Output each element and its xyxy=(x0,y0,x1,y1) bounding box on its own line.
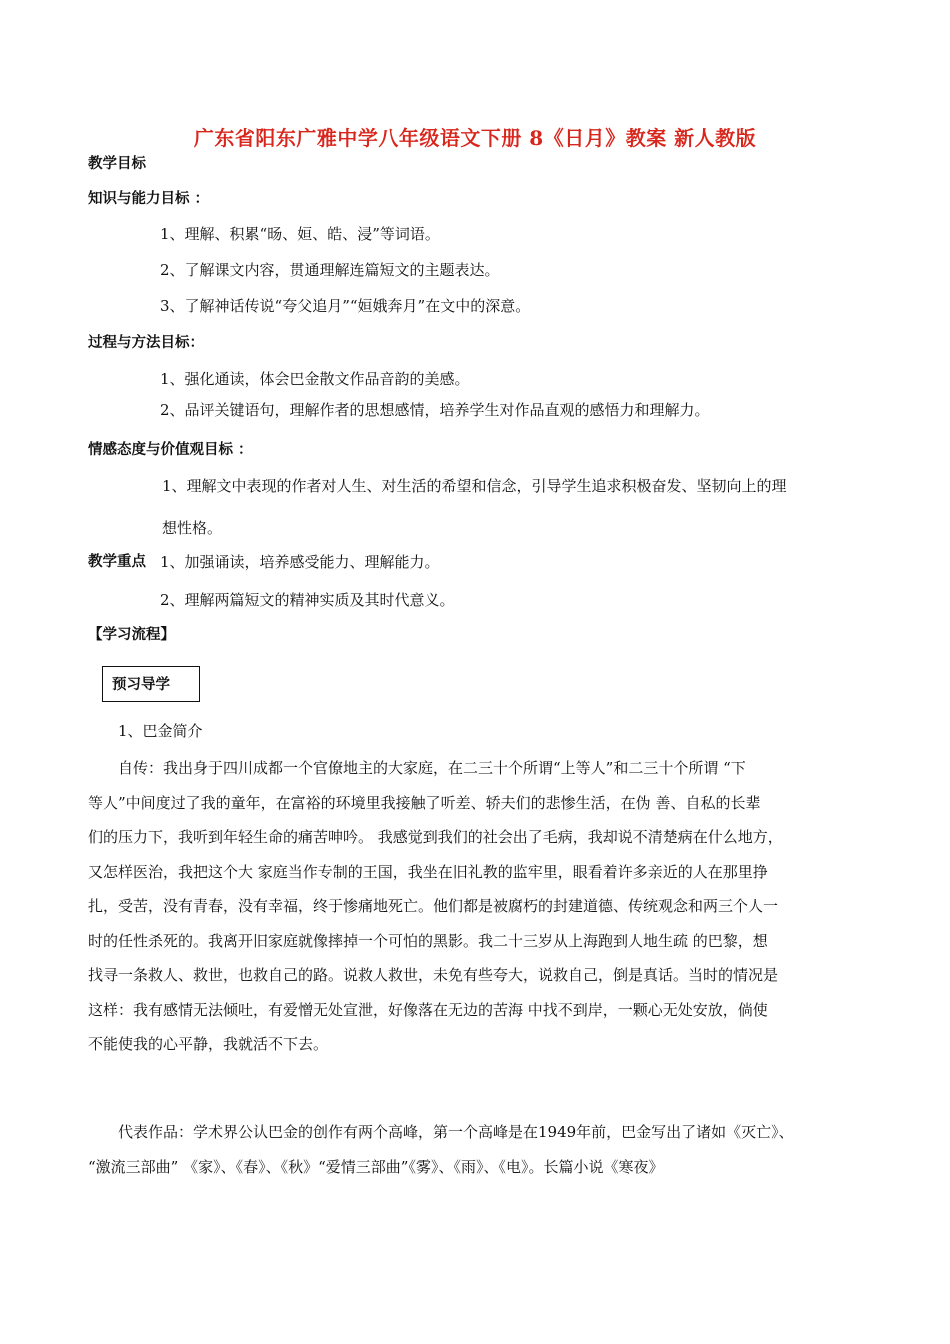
autobiography-line: 找寻一条救人、救世，也救自己的路。说救人救世，未免有些夸大，说救自己，倒是真话。当时的情况是 xyxy=(88,966,779,984)
knowledge-goal-item: 1、理解、积累“旸、姮、皓、浸”等词语。 xyxy=(160,225,440,243)
bajin-intro-heading: 1、巴金简介 xyxy=(118,722,203,740)
works-line: “激流三部曲” 《家》、《春》、《秋》“爱情三部曲”《雾》、《雨》、《电》。长篇小说《寒夜》 xyxy=(88,1157,664,1176)
teaching-goals-heading: 教学目标 xyxy=(88,156,146,172)
autobiography-line: 们的压力下，我听到年轻生命的痛苦呻吟。 我感觉到我们的社会出了毛病，我却说不清楚病在什么地方， xyxy=(88,828,783,846)
preview-guide-label: 预习导学 xyxy=(112,677,170,693)
autobiography-line: 时的任性杀死的。我离开旧家庭就像摔掉一个可怕的黑影。我二十三岁从上海跑到人地生疏 的巴黎，想 xyxy=(88,931,768,950)
knowledge-goal-item: 3、了解神话传说“夸父追月”“姮娥奔月”在文中的深意。 xyxy=(160,297,531,315)
emotion-goal-item-continuation: 想性格。 xyxy=(162,519,223,537)
key-points-label: 教学重点 xyxy=(88,554,146,570)
works-line: 代表作品：学术界公认巴金的创作有两个高峰，第一个高峰是在1949年前，巴金写出了诸如《灭亡》、 xyxy=(118,1123,794,1141)
process-goal-item: 2、品评关键语句，理解作者的思想感情，培养学生对作品直观的感悟力和理解力。 xyxy=(160,401,710,419)
knowledge-goals-heading: 知识与能力目标 ： xyxy=(88,191,210,207)
autobiography-paragraph xyxy=(88,751,868,1062)
key-point-item: 2、理解两篇短文的精神实质及其时代意义。 xyxy=(160,591,455,609)
emotion-goals-heading: 情感态度与价值观目标 ： xyxy=(88,442,253,458)
autobiography-line: 扎，受苦，没有青春，没有幸福，终于惨痛地死亡。他们都是被腐朽的封建道德、传统观念和两三个人一 xyxy=(88,897,779,915)
autobiography-line: 不能使我的心平静，我就活不下去。 xyxy=(88,1035,329,1053)
key-point-item: 1、加强诵读，培养感受能力、理解能力。 xyxy=(160,553,440,571)
process-goals-heading: 过程与方法目标： xyxy=(88,335,204,351)
autobiography-line: 这样：我有感情无法倾吐，有爱憎无处宣泄，好像落在无边的苦海 中找不到岸，一颗心无处安放，倘使 xyxy=(88,1000,768,1019)
autobiography-line: 自传：我出身于四川成都一个官僚地主的大家庭，在二三十个所谓“上等人”和二三十个所谓 “下 xyxy=(118,759,746,777)
document-title: 广东省阳东广雅中学八年级语文下册 8《日月》教案 新人教版 xyxy=(193,126,757,150)
process-goal-item: 1、强化通读，体会巴金散文作品音韵的美感。 xyxy=(160,370,470,388)
learning-flow-heading: 【学习流程】 xyxy=(88,627,175,643)
autobiography-line: 又怎样医治，我把这个大 家庭当作专制的王国，我坐在旧礼教的监牢里，眼看着许多亲近的人在那里挣 xyxy=(88,862,768,881)
autobiography-line: 等人”中间度过了我的童年，在富裕的环境里我接触了听差、轿夫们的悲惨生活，在伪 善、自私的长辈 xyxy=(88,793,761,812)
knowledge-goal-item: 2、了解课文内容，贯通理解连篇短文的主题表达。 xyxy=(160,261,500,279)
works-paragraph xyxy=(88,1115,878,1184)
emotion-goal-item-line: 1、理解文中表现的作者对人生、对生活的希望和信念，引导学生追求积极奋发、坚韧向上的理 xyxy=(162,477,787,495)
